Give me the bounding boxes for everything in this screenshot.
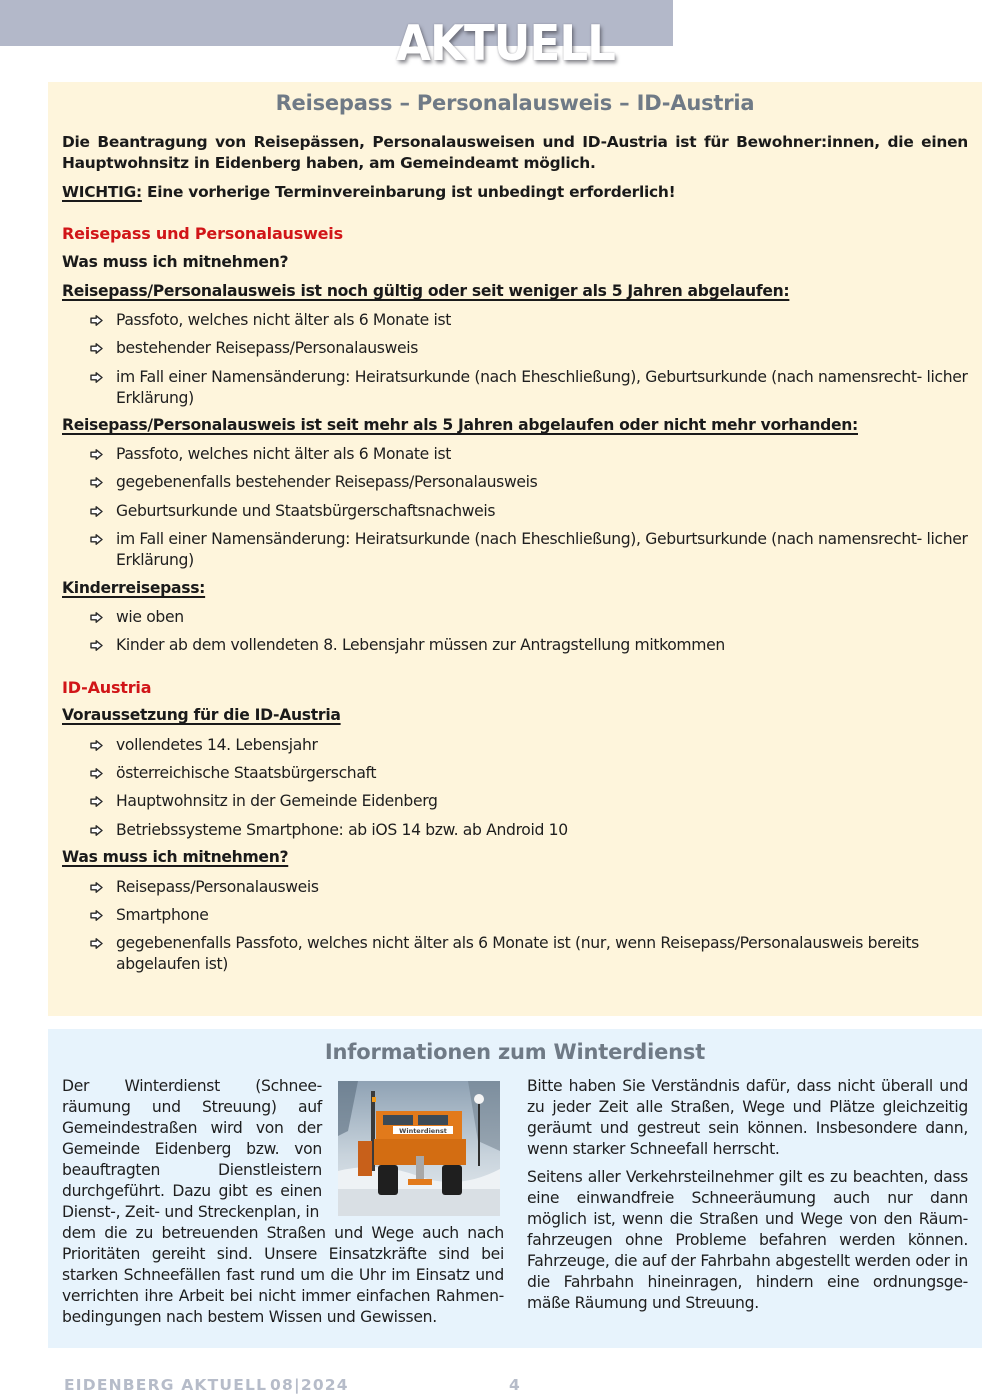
arrow-right-icon bbox=[90, 612, 103, 623]
winter-left-paragraph-top: Der Winterdienst (Schnee- räumung und Streuung) auf Gemeindestraßen wird von der Gemeinde Eidenberg bzw. von beauftragten Dienstleistern durchgeführt. Dazu gibt es einen Dienst-, Zeit- und Streckenplan, in bbox=[62, 1077, 322, 1221]
arrow-right-icon bbox=[90, 825, 103, 836]
arrow-right-icon bbox=[90, 796, 103, 807]
winter-right-paragraph-1: Bitte haben Sie Verständnis dafür, dass nicht überall und zu jeder Zeit alle Straßen, Wege und Plätze gleichzeitig geräumt und gestreut sein können. Insbesondere dann, wenn starker Schneefall herrscht. bbox=[527, 1077, 968, 1158]
list-item: im Fall einer Namensänderung: Heiratsurkunde (nach Eheschließung), Geburtsurkunde (nach namensrecht- licher Erklärung) bbox=[90, 529, 970, 571]
winter-right-paragraph-2: Seitens aller Verkehrsteilnehmer gilt es zu beachten, dass eine einwandfreie Schneeräumung auch nur dann möglich ist, wenn die Straßen und Wege von den Räum- fahrzeugen ohne Probleme befahren werden können. Fahrzeuge, die auf der Fahrbahn abgestellt werden oder in die Fahrbahn hineinragen, hindern eine ordnungsge- mäße Räumung und Streuung. bbox=[527, 1168, 968, 1312]
passport-section-title: Reisepass – Personalausweis – ID-Austria bbox=[275, 91, 755, 115]
snowplow-truck-image bbox=[338, 1081, 500, 1216]
footer-publication: EIDENBERG AKTUELL bbox=[64, 1376, 268, 1394]
footer-issue: 08|2024 bbox=[270, 1376, 349, 1394]
list-item: Reisepass/Personalausweis bbox=[90, 877, 970, 898]
snowplow-photo bbox=[338, 1081, 500, 1216]
section-label: AKTUELL bbox=[396, 15, 615, 72]
arrow-right-icon bbox=[90, 938, 103, 949]
group-heading-id-mitnehmen: Was muss ich mitnehmen? bbox=[62, 848, 289, 866]
intro-paragraph: Die Beantragung von Reisepässen, Personalausweisen und ID-Austria ist für Bewohner:innen, die einen Hauptwohnsitz in Eidenberg haben, am Gemeindeamt möglich. bbox=[62, 133, 968, 172]
list-item: österreichische Staatsbürgerschaft bbox=[90, 763, 970, 784]
winter-left-paragraph-bottom: dem die zu betreuenden Straßen und Wege auch nach Prioritäten gereiht sind. Unsere Einsatzkräfte sind bei starken Schneefällen fast rund um die Uhr im Einsatz und verrichten ihre Arbeit bei nicht immer einfachen Rahmen- bedingungen nach bestem Wissen und Gewissen. bbox=[62, 1224, 504, 1326]
arrow-right-icon bbox=[90, 740, 103, 751]
arrow-right-icon bbox=[90, 449, 103, 460]
arrow-right-icon bbox=[90, 534, 103, 545]
arrow-right-icon bbox=[90, 477, 103, 488]
list-item: gegebenenfalls Passfoto, welches nicht älter als 6 Monate ist (nur, wenn Reisepass/Personalausweis bereits abgelaufen ist) bbox=[90, 933, 970, 975]
svg-text:Winterdienst: Winterdienst bbox=[399, 1127, 447, 1135]
arrow-right-icon bbox=[90, 343, 103, 354]
important-text: Eine vorherige Terminvereinbarung ist unbedingt erforderlich! bbox=[141, 183, 676, 201]
group-heading-voraussetzung: Voraussetzung für die ID-Austria bbox=[62, 706, 341, 724]
footer-page-number: 4 bbox=[509, 1376, 521, 1394]
arrow-right-icon bbox=[90, 910, 103, 921]
list-item: Passfoto, welches nicht älter als 6 Monate ist bbox=[90, 310, 970, 331]
winter-section-title: Informationen zum Winterdienst bbox=[324, 1040, 706, 1064]
arrow-right-icon bbox=[90, 640, 103, 651]
group-heading-kinderreisepass: Kinderreisepass: bbox=[62, 579, 206, 597]
list-item: vollendetes 14. Lebensjahr bbox=[90, 735, 970, 756]
important-notice bbox=[62, 182, 968, 203]
list-item: Smartphone bbox=[90, 905, 970, 926]
arrow-right-icon bbox=[90, 372, 103, 383]
reisepass-heading: Reisepass und Personalausweis bbox=[62, 224, 343, 243]
arrow-right-icon bbox=[90, 768, 103, 779]
list-item: wie oben bbox=[90, 607, 970, 628]
list-item: Geburtsurkunde und Staatsbürgerschaftsnachweis bbox=[90, 501, 970, 522]
group-heading-expired: Reisepass/Personalausweis ist seit mehr als 5 Jahren abgelaufen oder nicht mehr vorhanden: bbox=[62, 416, 858, 434]
list-item: im Fall einer Namensänderung: Heiratsurkunde (nach Eheschließung), Geburtsurkunde (nach namensrecht- licher Erklärung) bbox=[90, 367, 970, 409]
id-austria-heading: ID-Austria bbox=[62, 678, 152, 697]
important-label: WICHTIG: bbox=[62, 183, 142, 201]
list-item: Kinder ab dem vollendeten 8. Lebensjahr müssen zur Antragstellung mitkommen bbox=[90, 635, 970, 656]
list-item: bestehender Reisepass/Personalausweis bbox=[90, 338, 970, 359]
arrow-right-icon bbox=[90, 882, 103, 893]
list-item: Passfoto, welches nicht älter als 6 Monate ist bbox=[90, 444, 970, 465]
list-item: Hauptwohnsitz in der Gemeinde Eidenberg bbox=[90, 791, 970, 812]
arrow-right-icon bbox=[90, 315, 103, 326]
arrow-right-icon bbox=[90, 506, 103, 517]
list-item: gegebenenfalls bestehender Reisepass/Personalausweis bbox=[90, 472, 970, 493]
group-heading-valid: Reisepass/Personalausweis ist noch gültig oder seit weniger als 5 Jahren abgelaufen: bbox=[62, 282, 790, 300]
list-item: Betriebssysteme Smartphone: ab iOS 14 bzw. ab Android 10 bbox=[90, 820, 970, 841]
reisepass-question: Was muss ich mitnehmen? bbox=[62, 253, 289, 271]
